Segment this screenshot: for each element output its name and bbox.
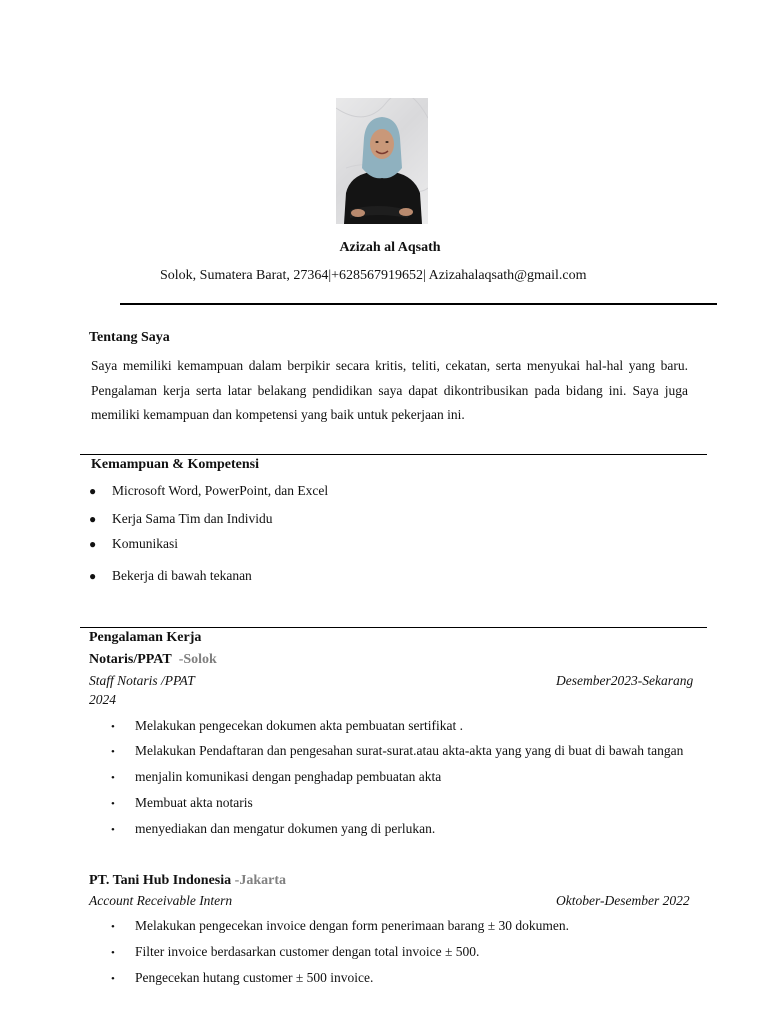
- task-text: Melakukan pengecekan invoice dengan form penerimaan barang ± 30 dokumen.: [135, 918, 569, 933]
- task-item: [111, 795, 253, 813]
- skill-label: Kerja Sama Tim dan Individu: [112, 511, 273, 526]
- bullet-icon: •: [111, 746, 115, 758]
- company-name: Notaris/PPAT: [89, 652, 172, 667]
- task-item: [111, 769, 441, 787]
- bullet-icon: •: [111, 973, 115, 985]
- bullet-icon: ●: [89, 536, 97, 551]
- bullet-icon: •: [111, 921, 115, 933]
- candidate-name: Azizah al Aqsath: [339, 240, 441, 255]
- about-section-title: Tentang Saya: [89, 330, 170, 345]
- about-text: Saya memiliki kemampuan dalam berpikir secara kritis, teliti, cekatan, serta menyukai hal-hal yang baru. Pengalaman kerja serta latar belakang pendidikan saya dapat dikontribusikan pada bidang ini. Saya juga memiliki kemampuan dan kompetensi yang baik untuk pekerjaan ini.: [91, 358, 688, 422]
- section-divider: [80, 454, 707, 455]
- task-item: [111, 718, 463, 736]
- task-item: [111, 944, 479, 962]
- profile-photo: [336, 98, 428, 224]
- task-text: Membuat akta notaris: [135, 795, 253, 810]
- job-role: Account Receivable Intern: [89, 893, 233, 908]
- header-divider: [120, 303, 717, 305]
- job-date-wrap: 2024: [89, 692, 116, 707]
- bullet-icon: •: [111, 798, 115, 810]
- job-date: Desember2023-Sekarang: [556, 673, 694, 688]
- skill-item: [89, 511, 273, 527]
- task-item: [111, 918, 569, 936]
- bullet-icon: •: [111, 721, 115, 733]
- skill-label: Microsoft Word, PowerPoint, dan Excel: [112, 483, 329, 498]
- task-item: [111, 821, 435, 839]
- company-location: -Solok: [178, 652, 217, 667]
- bullet-icon: •: [111, 772, 115, 784]
- job-role: Staff Notaris /PPAT: [89, 673, 195, 688]
- bullet-icon: •: [111, 947, 115, 959]
- task-text: Melakukan Pendaftaran dan pengesahan surat-surat.atau akta-akta yang yang di buat di bawah tangan: [135, 743, 684, 758]
- task-text: menyediakan dan mengatur dokumen yang di perlukan.: [135, 821, 436, 836]
- skill-label: Komunikasi: [112, 536, 178, 551]
- task-item: [111, 970, 373, 988]
- bullet-icon: •: [111, 824, 115, 836]
- company-name: PT. Tani Hub Indonesia: [89, 873, 232, 888]
- skills-section-title: Kemampuan & Kompetensi: [91, 457, 259, 472]
- task-text: menjalin komunikasi dengan penghadap pembuatan akta: [135, 769, 442, 784]
- task-text: Melakukan pengecekan dokumen akta pembuatan sertifikat .: [135, 718, 464, 733]
- skill-item: [89, 483, 328, 499]
- company-location: -Jakarta: [234, 873, 286, 888]
- job-date: Oktober-Desember 2022: [556, 893, 690, 908]
- skill-item: [89, 536, 178, 552]
- job-company: [89, 652, 217, 668]
- contact-info: Solok, Sumatera Barat, 27364|+628567919652| Azizahalaqsath@gmail.com: [160, 268, 587, 283]
- job-company: [89, 873, 286, 889]
- skill-item: [89, 568, 252, 584]
- bullet-icon: ●: [89, 483, 97, 498]
- section-divider: [80, 627, 707, 628]
- task-item: [111, 743, 683, 761]
- experience-section-title: Pengalaman Kerja: [89, 630, 202, 645]
- skill-label: Bekerja di bawah tekanan: [112, 568, 252, 583]
- profile-photo-figure: [336, 98, 428, 224]
- bullet-icon: ●: [89, 568, 97, 583]
- bullet-icon: ●: [89, 511, 97, 526]
- task-text: Pengecekan hutang customer ± 500 invoice.: [135, 970, 374, 985]
- task-text: Filter invoice berdasarkan customer dengan total invoice ± 500.: [135, 944, 480, 959]
